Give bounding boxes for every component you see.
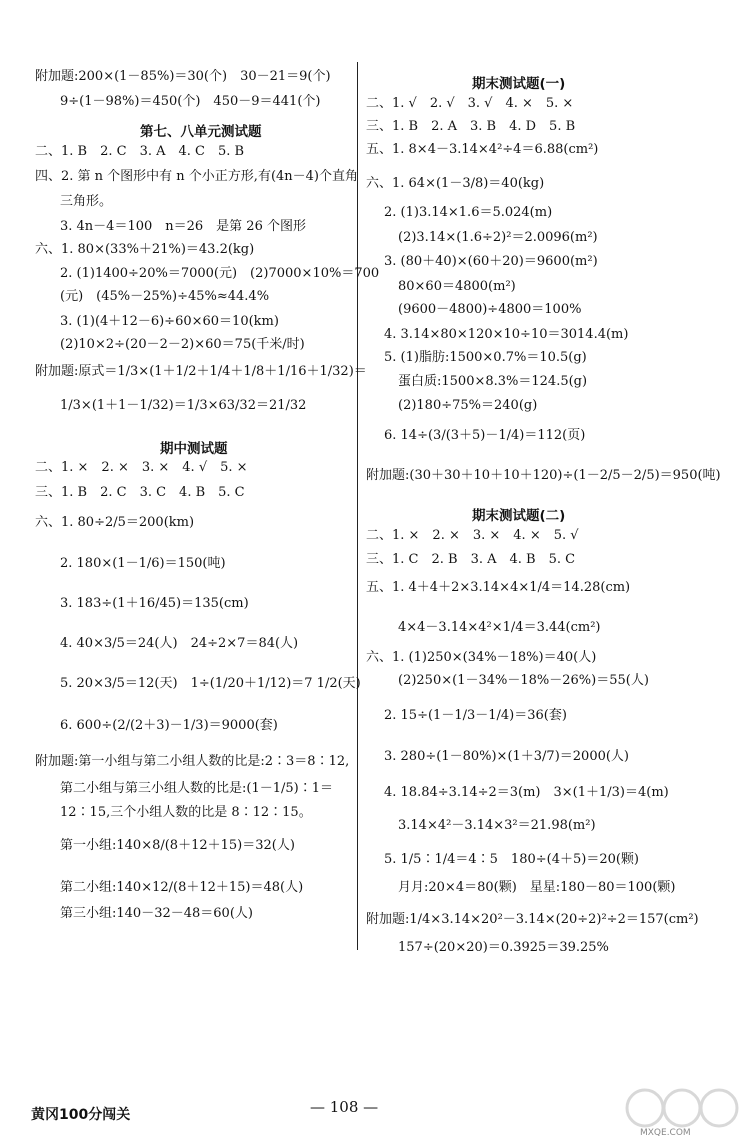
answer-line: 3. 4n－4＝100 n＝26 是第 26 个图形 bbox=[60, 219, 306, 234]
answer-line: 六、1. 64×(1－3/8)＝40(kg) bbox=[366, 176, 545, 191]
answer-line: 4×4－3.14×4²×1/4＝3.44(cm²) bbox=[398, 620, 601, 635]
answer-line: 三、1. B 2. C 3. C 4. B 5. C bbox=[35, 485, 245, 500]
answer-line: 二、1. B 2. C 3. A 4. C 5. B bbox=[35, 144, 245, 159]
answer-line: 三角形。 bbox=[60, 194, 113, 209]
book-brand: 黄冈100分闯关 bbox=[31, 1107, 131, 1123]
answer-line: (2)10×2÷(20－2－2)×60＝75(千米/时) bbox=[60, 337, 305, 352]
answer-line: 五、1. 8×4－3.14×4²÷4＝6.88(cm²) bbox=[366, 142, 599, 157]
answer-line: 二、1. × 2. × 3. × 4. × 5. √ bbox=[366, 528, 579, 543]
answer-line: 12∶15,三个小组人数的比是 8∶12∶15。 bbox=[60, 805, 312, 820]
answer-line: 80×60＝4800(m²) bbox=[398, 279, 516, 294]
answer-line: 三、1. C 2. B 3. A 4. B 5. C bbox=[366, 552, 576, 567]
answer-line: 2. 180×(1－1/6)＝150(吨) bbox=[60, 556, 226, 571]
section-heading-final-2: 期末测试题(二) bbox=[472, 508, 566, 524]
answer-line: 6. 14÷(3/(3＋5)－1/4)＝112(页) bbox=[384, 428, 586, 443]
answer-line: 五、1. 4＋4＋2×3.14×4×1/4＝14.28(cm) bbox=[366, 580, 631, 595]
answer-line: 附加题:(30＋30＋10＋10＋120)÷(1－2/5－2/5)＝950(吨) bbox=[366, 468, 721, 483]
answer-line: 附加题:200×(1－85%)＝30(个) 30－21＝9(个) bbox=[35, 69, 331, 84]
section-heading-unit-7-8: 第七、八单元测试题 bbox=[140, 124, 262, 140]
answer-line: 附加题:1/4×3.14×20²－3.14×(20÷2)²÷2＝157(cm²) bbox=[366, 912, 699, 927]
answer-line: 月月:20×4＝80(颗) 星星:180－80＝100(颗) bbox=[398, 880, 676, 895]
answer-line: 5. (1)脂肪:1500×0.7%＝10.5(g) bbox=[384, 350, 587, 365]
answer-line: 3. 183÷(1＋16/45)＝135(cm) bbox=[60, 596, 249, 611]
answer-line: 附加题:原式＝1/3×(1＋1/2＋1/4＋1/8＋1/16＋1/32)＝ bbox=[35, 364, 367, 379]
answer-line: 三、1. B 2. A 3. B 4. D 5. B bbox=[366, 119, 576, 134]
answer-line: (元) (45%－25%)÷45%≈44.4% bbox=[60, 289, 270, 304]
answer-line: 3. (80＋40)×(60＋20)＝9600(m²) bbox=[384, 254, 598, 269]
answer-line: 4. 3.14×80×120×10÷10＝3014.4(m) bbox=[384, 327, 629, 342]
answer-line: (9600－4800)÷4800＝100% bbox=[398, 302, 582, 317]
answer-line: 第二小组:140×12/(8＋12＋15)＝48(人) bbox=[60, 880, 304, 895]
answer-line: (2)250×(1－34%－18%－26%)＝55(人) bbox=[398, 673, 649, 688]
answer-line: 二、1. √ 2. √ 3. √ 4. × 5. × bbox=[366, 96, 574, 111]
column-divider bbox=[357, 62, 358, 950]
page-number: — 108 — bbox=[310, 1098, 379, 1116]
answer-line: 3.14×4²－3.14×3²＝21.98(m²) bbox=[398, 818, 596, 833]
answer-line: 157÷(20×20)＝0.3925＝39.25% bbox=[398, 940, 609, 955]
answer-line: 3. (1)(4＋12－6)÷60×60＝10(km) bbox=[60, 314, 279, 329]
watermark-url: MXQE.COM bbox=[640, 1128, 691, 1138]
answer-line: 5. 20×3/5＝12(天) 1÷(1/20＋1/12)＝7 1/2(天) bbox=[60, 676, 361, 691]
answer-line: 2. (1)3.14×1.6＝5.024(m) bbox=[384, 205, 553, 220]
answer-line: 4. 40×3/5＝24(人) 24÷2×7＝84(人) bbox=[60, 636, 299, 651]
answer-line: 2. (1)1400÷20%＝7000(元) (2)7000×10%＝700 bbox=[60, 266, 380, 281]
answer-line: 蛋白质:1500×8.3%＝124.5(g) bbox=[398, 374, 588, 389]
answer-line: 4. 18.84÷3.14÷2＝3(m) 3×(1＋1/3)＝4(m) bbox=[384, 785, 669, 800]
section-heading-midterm: 期中测试题 bbox=[160, 441, 228, 457]
answer-line: 9÷(1－98%)＝450(个) 450－9＝441(个) bbox=[60, 94, 321, 109]
answer-line: 6. 600÷(2/(2＋3)－1/3)＝9000(套) bbox=[60, 718, 278, 733]
answer-line: 六、1. 80÷2/5＝200(km) bbox=[35, 515, 195, 530]
answer-line: 附加题:第一小组与第二小组人数的比是:2∶3＝8∶12, bbox=[35, 754, 350, 769]
answer-line: 2. 15÷(1－1/3－1/4)＝36(套) bbox=[384, 708, 567, 723]
section-heading-final-1: 期末测试题(一) bbox=[472, 76, 566, 92]
answer-line: 六、1. 80×(33%＋21%)＝43.2(kg) bbox=[35, 242, 255, 257]
answer-line: 1/3×(1＋1－1/32)＝1/3×63/32＝21/32 bbox=[60, 398, 307, 413]
answer-line: 二、1. × 2. × 3. × 4. √ 5. × bbox=[35, 460, 248, 475]
answer-line: 四、2. 第 n 个图形中有 n 个小正方形,有(4n－4)个直角 bbox=[35, 169, 359, 184]
answer-line: 第三小组:140－32－48＝60(人) bbox=[60, 906, 253, 921]
answer-line: 六、1. (1)250×(34%－18%)＝40(人) bbox=[366, 650, 597, 665]
answer-line: 5. 1/5∶1/4＝4∶5 180÷(4＋5)＝20(颗) bbox=[384, 852, 639, 867]
answer-line: 3. 280÷(1－80%)×(1＋3/7)＝2000(人) bbox=[384, 749, 630, 764]
answer-line: 第二小组与第三小组人数的比是:(1－1/5)∶1＝ bbox=[60, 781, 333, 796]
answer-line: (2)180÷75%＝240(g) bbox=[398, 398, 538, 413]
answer-line: 第一小组:140×8/(8＋12＋15)＝32(人) bbox=[60, 838, 295, 853]
answer-line: (2)3.14×(1.6÷2)²＝2.0096(m²) bbox=[398, 230, 598, 245]
